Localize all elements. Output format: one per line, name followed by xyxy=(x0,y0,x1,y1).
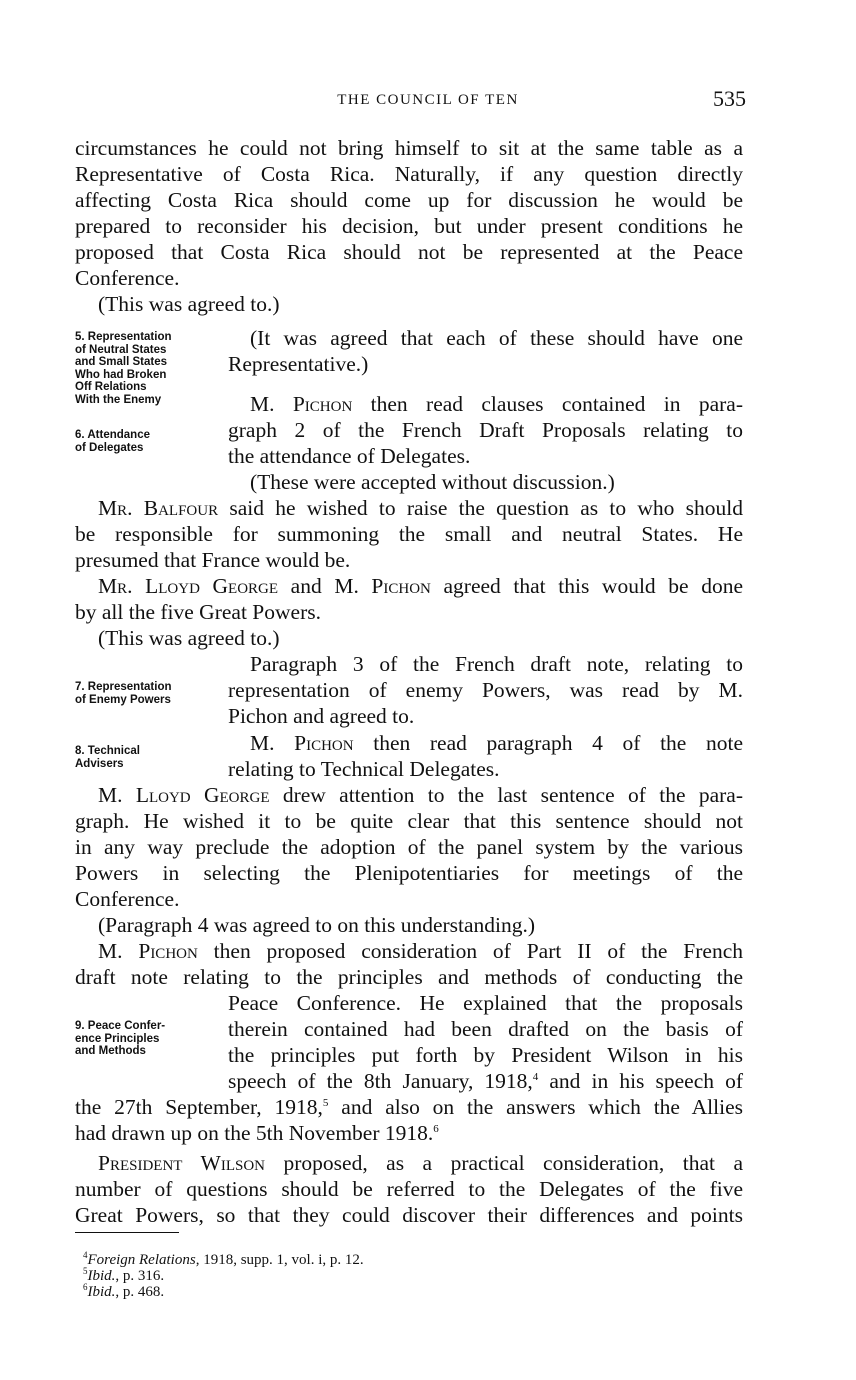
body-line: M. Pichon then proposed consideration of Part II of the French xyxy=(98,939,743,963)
body-line: by all the five Great Powers. xyxy=(75,600,321,624)
body-line: speech of the 8th January, 1918,$^4$ and in his speech of xyxy=(228,1069,743,1093)
body-line: therein contained had been drafted on the basis of xyxy=(228,1017,743,1041)
footnote-mark: 5 xyxy=(83,1266,88,1276)
footnote-ref[interactable]: 6 xyxy=(433,1122,439,1135)
footnote-mark: 4 xyxy=(83,1250,88,1260)
footnote-mark: 6 xyxy=(83,1282,88,1292)
body-line: (This was agreed to.) xyxy=(98,292,280,316)
body-line: Pichon and agreed to. xyxy=(228,704,415,728)
body-line: relating to Technical Delegates. xyxy=(228,757,500,781)
body-line: Mr. Balfour said he wished to raise the question as to who should xyxy=(98,496,743,520)
body-line: Conference. xyxy=(75,887,180,911)
margin-note-9: 9. Peace Confer- ence Principles and Methods xyxy=(75,1020,166,1057)
body-line: number of questions should be referred to the Delegates of the five xyxy=(75,1177,743,1201)
body-line: Representative of Costa Rica. Naturally, if any question directly xyxy=(75,162,743,186)
body-line: the attendance of Delegates. xyxy=(228,444,471,468)
body-line: the principles put forth by President Wilson in his xyxy=(228,1043,743,1067)
footnote-ref[interactable]: 4 xyxy=(532,1070,539,1083)
body-line: Powers in selecting the Plenipotentiaries for meetings of the xyxy=(75,861,743,885)
footnote: $^6$Ibid., p. 468. xyxy=(83,1282,165,1300)
margin-note-6: 6. Attendance of Delegates xyxy=(75,429,150,454)
body-line: graph 2 of the French Draft Proposals relating to xyxy=(228,418,743,442)
margin-note-7: 7. Representation of Enemy Powers xyxy=(75,681,172,706)
body-line: Mr. Lloyd George and M. Pichon agreed that this would be done xyxy=(98,574,743,598)
body-line: the 27th September, 1918,$^5$ and also on the answers which the Allies xyxy=(75,1095,743,1119)
body-line: Great Powers, so that they could discover their differences and points xyxy=(75,1203,743,1227)
footnote: $^5$Ibid., p. 316. xyxy=(83,1266,165,1284)
body-line: Conference. xyxy=(75,266,180,290)
body-line: (These were accepted without discussion.) xyxy=(250,470,615,494)
body-line: graph. He wished it to be quite clear that this sentence should not xyxy=(75,809,743,833)
body-line: M. Lloyd George drew attention to the last sentence of the para- xyxy=(98,783,743,807)
speaker-name: M. Pichon xyxy=(334,574,431,598)
speaker-name: M. Pichon xyxy=(250,392,353,416)
running-header: THE COUNCIL OF TEN xyxy=(337,92,519,108)
speaker-name: M. Pichon xyxy=(250,731,354,755)
body-line: affecting Costa Rica should come up for discussion he would be xyxy=(75,188,743,212)
footnote-rule xyxy=(75,1232,179,1233)
body-line: prepared to reconsider his decision, but under present conditions he xyxy=(75,214,743,238)
margin-note-8: 8. Technical Advisers xyxy=(75,745,140,770)
body-line: circumstances he could not bring himself to sit at the same table as a xyxy=(75,136,743,160)
page-number: 535 xyxy=(713,86,746,111)
body-line: President Wilson proposed, as a practical consideration, that a xyxy=(98,1151,743,1175)
body-line: in any way preclude the adoption of the panel system by the various xyxy=(75,835,743,859)
body-line: Paragraph 3 of the French draft note, relating to xyxy=(250,652,743,676)
body-line: (It was agreed that each of these should have one xyxy=(250,326,743,350)
body-line: Peace Conference. He explained that the proposals xyxy=(228,991,743,1015)
body-line: draft note relating to the principles and methods of conducting the xyxy=(75,965,743,989)
body-line: proposed that Costa Rica should not be represented at the Peace xyxy=(75,240,743,264)
speaker-name: President Wilson xyxy=(98,1151,266,1175)
body-line: M. Pichon then read clauses contained in para- xyxy=(250,392,743,416)
body-line: M. Pichon then read paragraph 4 of the note xyxy=(250,731,743,755)
body-line: (This was agreed to.) xyxy=(98,626,280,650)
speaker-name: Mr. Lloyd George xyxy=(98,574,279,598)
body-line: Representative.) xyxy=(228,352,369,376)
body-line: presumed that France would be. xyxy=(75,548,351,572)
speaker-name: M. Pichon xyxy=(98,939,198,963)
body-line: be responsible for summoning the small and neutral States. He xyxy=(75,522,743,546)
speaker-name: M. Lloyd George xyxy=(98,783,270,807)
footnote: $^4$Foreign Relations, 1918, supp. 1, vol. i, p. 12. xyxy=(83,1250,364,1268)
footnote-ref[interactable]: 5 xyxy=(322,1096,329,1109)
body-line: had drawn up on the 5th November 1918.$^6$ xyxy=(75,1121,439,1145)
margin-note-5: 5. Representation of Neutral States and Small States Who had Broken Off Relations With the Enemy xyxy=(75,331,172,406)
speaker-name: Mr. Balfour xyxy=(98,496,219,520)
body-line: (Paragraph 4 was agreed to on this understanding.) xyxy=(98,913,536,937)
body-line: representation of enemy Powers, was read by M. xyxy=(228,678,743,702)
